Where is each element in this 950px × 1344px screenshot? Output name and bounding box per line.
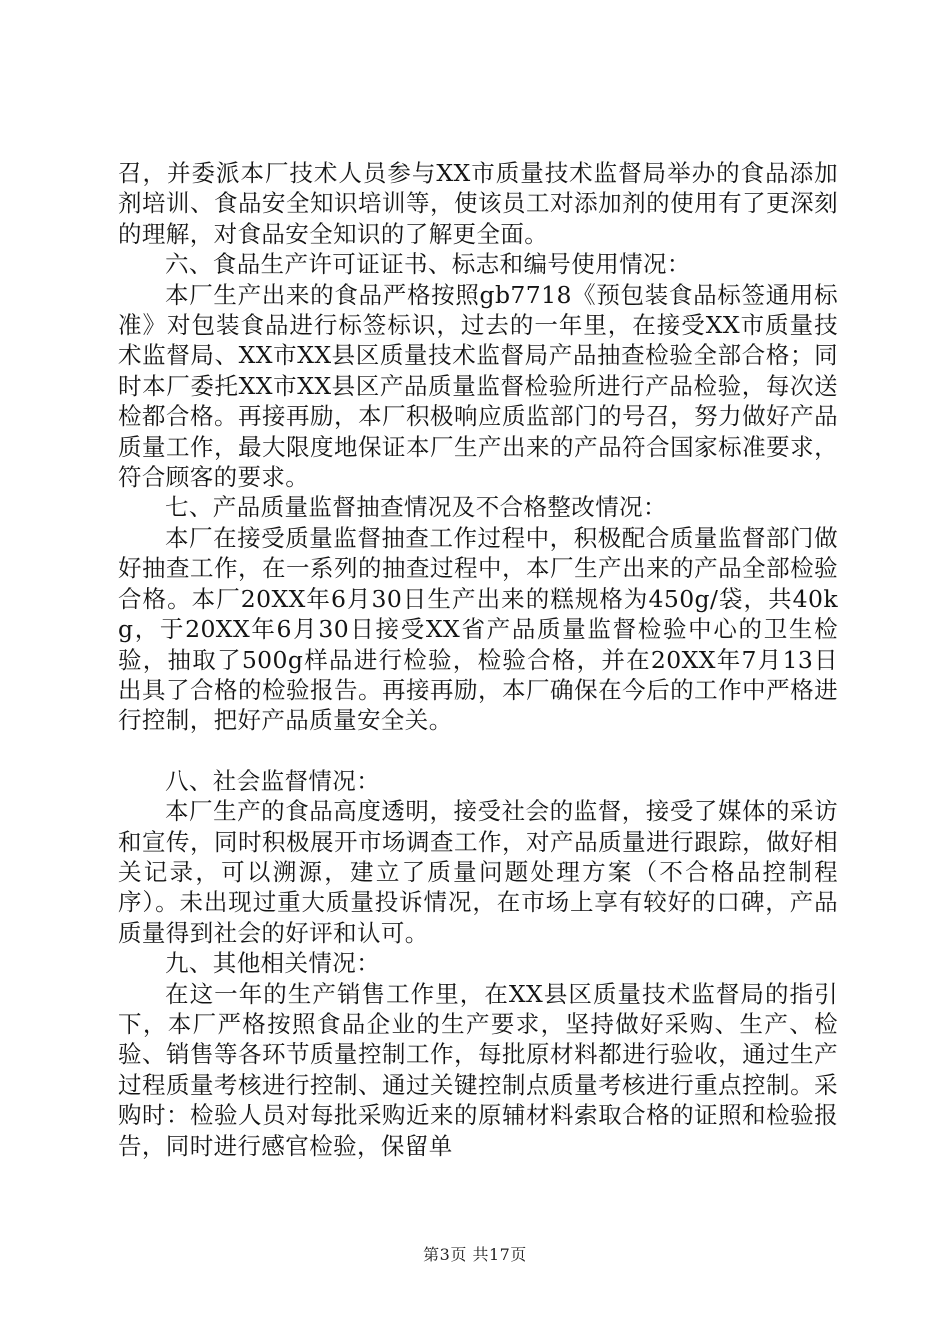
paragraph-labeling: 本厂生产出来的食品严格按照gb7718《预包装食品标签通用标准》对包装食品进行标签标识，过去的一年里，在接受XX市质量技术监督局、XX市XX县区质量技术监督局产品抽查检验全部合格；同时本厂委托XX市XX县区产品质量监督检验所进行产品检验，每次送检都合格。再接再励，本厂积极响应质监部门的号召，努力做好产品质量工作，最大限度地保证本厂生产出来的产品符合国家标准要求，符合顾客的要求。 xyxy=(118,280,838,492)
paragraph-other: 在这一年的生产销售工作里，在XX县区质量技术监督局的指引下，本厂严格按照食品企业的生产要求，坚持做好采购、生产、检验、销售等各环节质量控制工作，每批原材料都进行验收，通过生产过程质量考核进行控制、通过关键控制点质量考核进行重点控制。采购时：检验人员对每批采购近来的原辅材料索取合格的证照和检验报告，同时进行感官检验，保留单 xyxy=(118,979,838,1160)
paragraph-spacer xyxy=(118,736,838,766)
paragraph-inspection: 本厂在接受质量监督抽查工作过程中，积极配合质量监督部门做好抽查工作，在一系列的抽查过程中，本厂生产出来的产品全部检验合格。本厂20XX年6月30日生产出来的糕规格为450g/袋，共40kg，于20XX年6月30日接受XX省产品质量监督检验中心的卫生检验，抽取了500g样品进行检验，检验合格，并在20XX年7月13日出具了合格的检验报告。再接再励，本厂确保在今后的工作中严格进行控制，把好产品质量安全关。 xyxy=(118,523,838,735)
document-body xyxy=(118,158,838,1161)
paragraph-social-supervision: 本厂生产的食品高度透明，接受社会的监督，接受了媒体的采访和宣传，同时积极展开市场调查工作，对产品质量进行跟踪，做好相关记录，可以溯源，建立了质量问题处理方案（不合格品控制程序）。未出现过重大质量投诉情况，在市场上享有较好的口碑，产品质量得到社会的好评和认可。 xyxy=(118,797,838,947)
page-number-footer: 第3页 共17页 xyxy=(423,1245,527,1264)
section-heading-nine: 九、其他相关情况： xyxy=(165,949,381,978)
section-heading-seven: 七、产品质量监督抽查情况及不合格整改情况： xyxy=(165,493,667,522)
section-heading-eight: 八、社会监督情况： xyxy=(165,766,381,795)
section-heading-six: 六、食品生产许可证证书、标志和编号使用情况： xyxy=(165,250,691,279)
paragraph-continuation: 召，并委派本厂技术人员参与XX市质量技术监督局举办的食品添加剂培训、食品安全知识培训等，使该员工对添加剂的使用有了更深刻的理解，对食品安全知识的了解更全面。 xyxy=(118,159,838,248)
